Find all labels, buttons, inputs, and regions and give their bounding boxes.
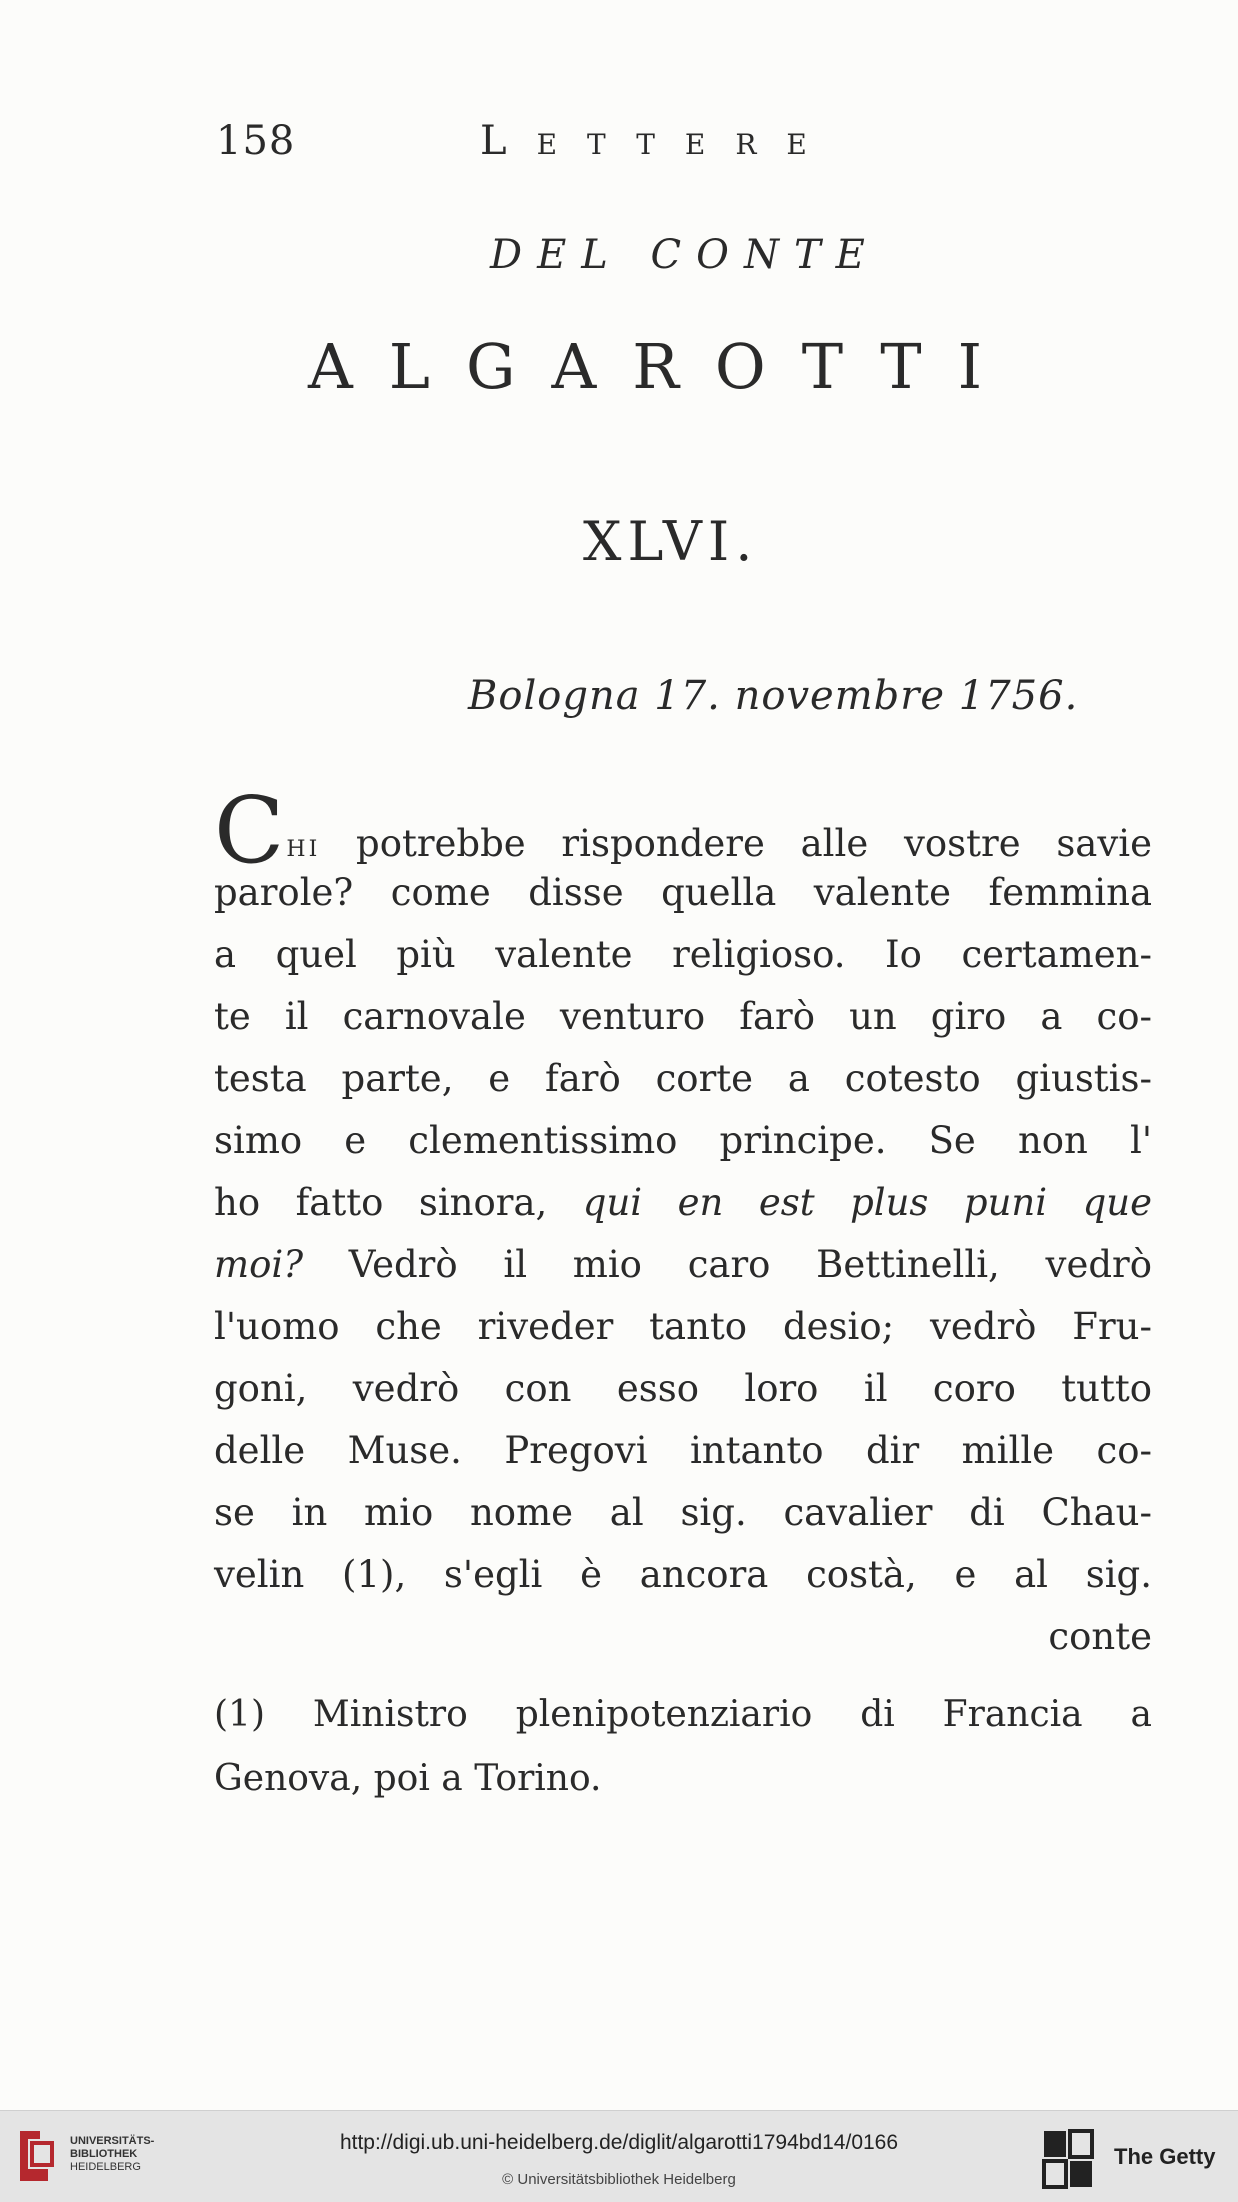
body-text: potrebbe rispondere alle vostre savie [320, 822, 1152, 865]
body-line [214, 1172, 1152, 1234]
body-line: goni, vedrò con esso loro il coro tutto [214, 1367, 1152, 1410]
body-line: a quel più valente religioso. Io certamen- [214, 933, 1152, 976]
catchword: conte [1048, 1615, 1152, 1658]
footnote-line: (1) Ministro plenipotenziario di Francia a [214, 1694, 1152, 1735]
library-line: UNIVERSITÄTS- [70, 2135, 155, 2147]
body-line: te il carnovale venturo farò un giro a co- [214, 995, 1152, 1038]
body-line: testa parte, e farò corte a cotesto giustis- [214, 1057, 1152, 1100]
body-line: simo e clementissimo principe. Se non l' [214, 1119, 1152, 1162]
body-text: Vedrò il mio caro Bettinelli, vedrò [303, 1243, 1152, 1286]
copyright-notice: © Universitätsbibliothek Heidelberg [502, 2171, 736, 2188]
body-line: delle Muse. Pregovi intanto dir mille co- [214, 1429, 1152, 1472]
body-line: se in mio nome al sig. cavalier di Chau- [214, 1491, 1152, 1534]
subtitle: DEL CONTE [490, 232, 880, 278]
getty-logo-icon[interactable] [1042, 2129, 1094, 2189]
small-caps-text: hi [286, 826, 321, 864]
footnote-line: Genova, poi a Torino. [214, 1758, 602, 1799]
body-line: parole? come disse quella valente femmina [214, 871, 1152, 914]
body-line: l'uomo che riveder tanto desio; vedrò Fru- [214, 1305, 1152, 1348]
author-heading: ALGAROTTI [308, 330, 1019, 403]
letter-number: XLVI. [583, 510, 759, 573]
body-line: velin (1), s'egli è ancora costà, e al sig. [214, 1553, 1152, 1596]
body-text: ho fatto sinora, [214, 1181, 583, 1224]
footnote [214, 1683, 1152, 1811]
italic-quote: moi? [214, 1243, 304, 1286]
permalink-url[interactable]: http://digi.ub.uni-heidelberg.de/diglit/algarotti1794bd14/0166 [339, 2131, 899, 2154]
running-head: Lettere [480, 118, 837, 164]
library-line: HEIDELBERG [70, 2161, 141, 2173]
library-line: BIBLIOTHEK [70, 2148, 138, 2160]
letter-body [214, 777, 1152, 1668]
body-line [214, 1234, 1152, 1296]
dateline: Bologna 17. novembre 1756. [468, 673, 1079, 719]
viewer-footer [0, 2110, 1238, 2202]
page-number: 158 [216, 118, 296, 164]
body-line [214, 777, 1152, 884]
getty-label: The Getty [1114, 2144, 1216, 2169]
italic-quote: qui en est plus puni que [582, 1181, 1152, 1224]
drop-cap: C [214, 777, 285, 884]
